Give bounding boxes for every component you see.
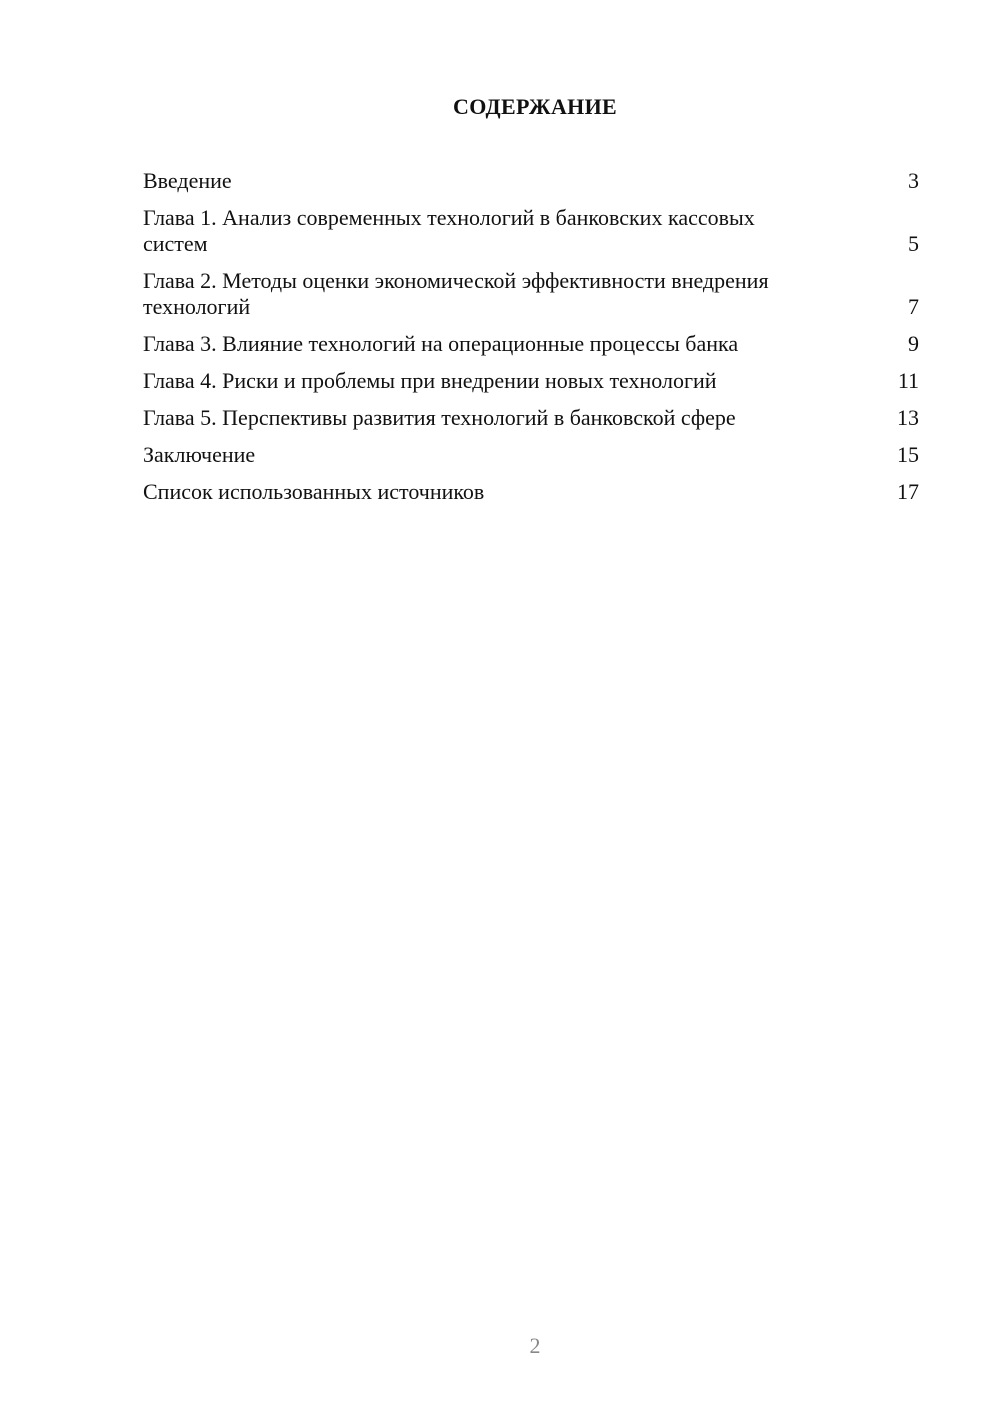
toc-entry-page: 15 — [897, 442, 919, 467]
toc-entry-label: Глава 3. Влияние технологий на операционные процессы банка — [143, 331, 739, 356]
table-of-contents — [143, 168, 919, 516]
page-title: СОДЕРЖАНИЕ — [453, 94, 617, 119]
toc-entry-label: Глава 4. Риски и проблемы при внедрении новых технологий — [143, 368, 717, 393]
toc-entry-introduction — [143, 168, 919, 194]
toc-entry-chapter-4 — [143, 368, 919, 394]
toc-entry-chapter-3 — [143, 331, 919, 357]
toc-entry-page: 13 — [897, 405, 919, 430]
toc-entry-conclusion — [143, 442, 919, 468]
toc-entry-label: Глава 1. Анализ современных технологий в банковских кассовых систем — [143, 205, 755, 256]
toc-entry-references — [143, 479, 919, 505]
toc-entry-label: Глава 2. Методы оценки экономической эффективности внедрения технологий — [143, 268, 769, 319]
toc-entry-chapter-2 — [143, 268, 919, 320]
toc-entry-chapter-5 — [143, 405, 919, 431]
toc-entry-label: Введение — [143, 168, 232, 193]
toc-entry-page: 3 — [908, 168, 919, 193]
toc-entry-label: Список использованных источников — [143, 479, 485, 504]
toc-entry-label: Глава 5. Перспективы развития технологий в банковской сфере — [143, 405, 736, 430]
toc-entry-page: 11 — [897, 368, 919, 393]
toc-entry-page: 7 — [908, 294, 919, 319]
toc-entry-page: 5 — [908, 231, 919, 256]
toc-entry-chapter-1 — [143, 205, 919, 257]
page-number: 2 — [529, 1333, 541, 1358]
toc-entry-page: 17 — [897, 479, 919, 504]
toc-entry-label: Заключение — [143, 442, 256, 467]
toc-entry-page: 9 — [908, 331, 919, 356]
